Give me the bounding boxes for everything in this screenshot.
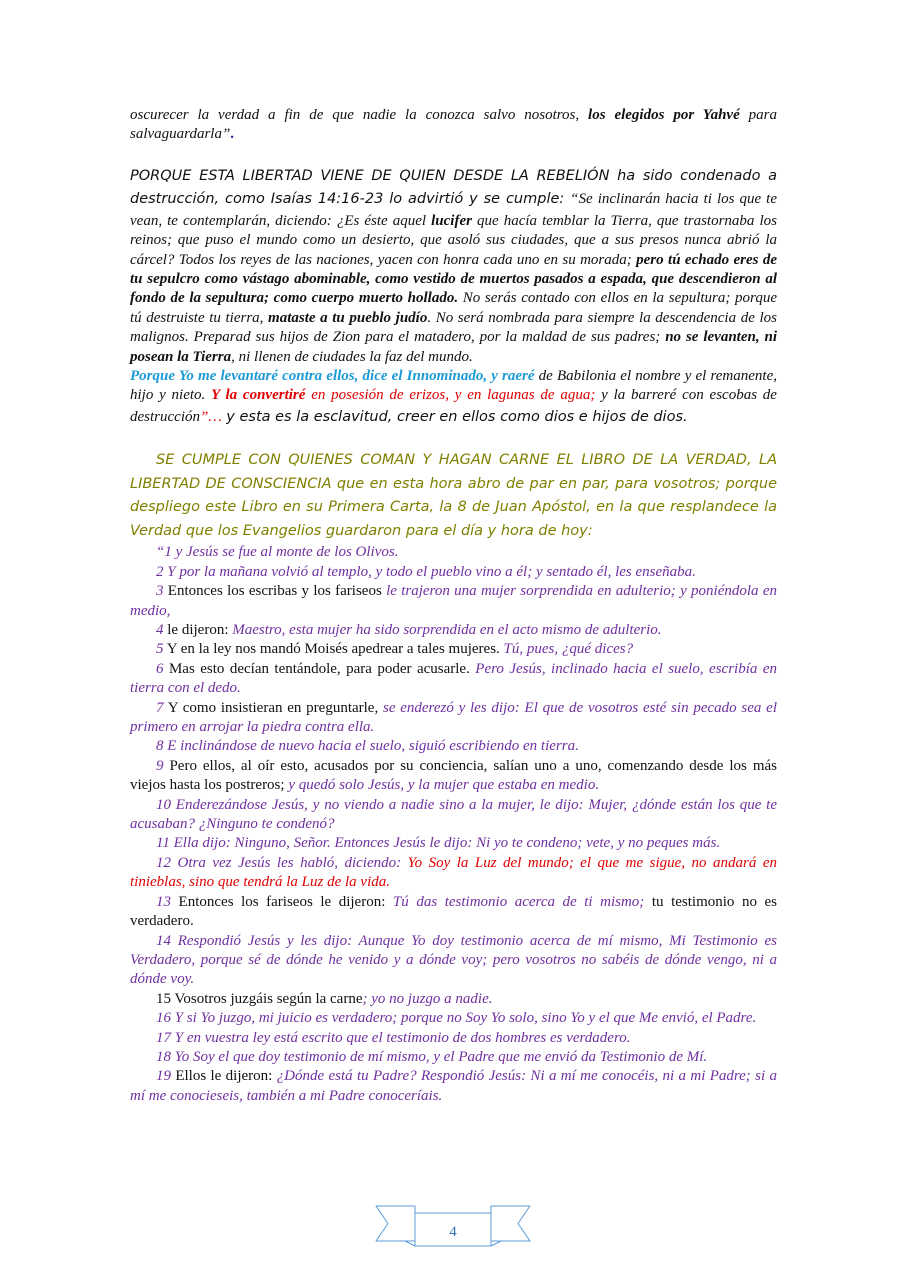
- verse-text-purple: ; yo no juzgo a nadie.: [362, 990, 493, 1007]
- verse-text-purple: se enderezó y les dijo: El que de vosotros esté sin pecado sea el primero en arrojar la piedra contra ella.: [130, 699, 778, 736]
- verse-text: 14 Respondió Jesús y les dijo: Aunque Yo doy testimonio acerca de mí mismo, Mi Testimonio es Verdadero, porque sé de dónde he venido y a dónde voy; pero vosotros no sabéis de dónde vengo, ni a dónde voy.: [130, 932, 777, 988]
- verse-text-purple: Tú das testimonio acerca de ti mismo;: [392, 893, 645, 910]
- sans-run: y esta es la esclavitud, creer en ellos como dios e hijos de dios.: [221, 408, 688, 425]
- verse-text: tu testimonio no es verdadero.: [130, 893, 778, 930]
- period-run: .: [230, 126, 235, 143]
- verse-text: “1 y Jesús se fue al monte de los Olivos.: [156, 544, 399, 561]
- verse-text: Y como insistieran en preguntarle,: [163, 699, 383, 716]
- verse-9: [130, 757, 777, 796]
- verse-text-purple: le trajeron una mujer sorprendida en adulterio; y poniéndola en medio,: [130, 583, 778, 619]
- verse-text: 8 E inclinándose de nuevo hacia el suelo, siguió escribiendo en tierra.: [156, 738, 579, 755]
- verse-15: [130, 990, 777, 1009]
- spacer: [130, 429, 777, 449]
- verse-number: 9: [156, 757, 164, 774]
- verse-text-purple: y quedó solo Jesús, y la mujer que estaba en medio.: [288, 777, 600, 794]
- verse-3: [130, 582, 777, 621]
- verse-19: [130, 1067, 777, 1106]
- verse-text-red: Yo Soy la Luz del mundo; el que me sigue, no andará en tinieblas, sino que tendrá la Luz de la vida.: [130, 854, 777, 891]
- quote-run: “Se inclinarán hacia ti los que te vean, te contemplarán, diciendo: ¿Es éste aquel: [130, 191, 777, 229]
- paragraph-elegidos: [130, 106, 777, 145]
- verse-1: [130, 543, 777, 562]
- verse-10: [130, 796, 777, 835]
- bold-run: lucifer: [431, 212, 472, 229]
- verse-12: [130, 854, 777, 893]
- verse-text: Entonces los escribas y los fariseos: [163, 583, 387, 600]
- bold-run: pero tú echado eres de tu sepulcro como vástago abominable, como vestido de muertos pasados a espada, que descendieron al fondo de la sepultura; como cuerpo muerto hollado.: [130, 251, 777, 307]
- sans-run: PORQUE ESTA LIBERTAD VIENE DE QUIEN DESDE LA REBELIÓN ha sido condenado a destrucción, como Isaías 14:16-23 lo advirtió y se cumple:: [130, 167, 777, 208]
- verse-text: Mas esto decían tentándole, para poder acusarle.: [163, 660, 476, 677]
- quote-run: No serás contado con ellos en la sepultura; porque tú destruiste tu tierra,: [130, 290, 777, 326]
- verse-text: Entonces los fariseos le dijeron:: [171, 893, 393, 910]
- verse-number: 4: [156, 622, 164, 638]
- verse-6: [130, 660, 777, 699]
- verse-text-purple: ¿Dónde está tu Padre? Respondió Jesús: Ni a mí me conocéis, ni a mi Padre; si a mí me conocieseis, también a mi Padre conoceríais.: [130, 1068, 777, 1104]
- verse-number: 6: [156, 660, 164, 677]
- verse-number: 19: [156, 1068, 171, 1085]
- bold-run: no se levanten, ni posean la Tierra: [130, 329, 777, 365]
- verse-text: 11 Ella dijo: Ninguno, Señor. Entonces Jesús le dijo: Ni yo te condeno; vete, y no peques más.: [156, 835, 721, 852]
- verse-text: le dijeron:: [163, 622, 233, 638]
- olive-run: SE CUMPLE CON QUIENES COMAN Y HAGAN CARNE EL LIBRO DE LA VERDAD, LA LIBERTAD DE CONSCIENCIA que en esta hora abro de par en par, para vosotros; porque despliego este Libro en su Primera Carta, la 8 de Juan Apóstol, en la que resplandece la Verdad que los Evangelios guardaron para el día y hora de hoy:: [130, 452, 777, 539]
- verse-11: [130, 834, 777, 853]
- paragraph-isaias: [130, 165, 777, 367]
- verse-2: [130, 563, 777, 582]
- red-run: ”…: [199, 408, 222, 425]
- quote-run: . No será nombrada para siempre la descendencia de los malignos. Preparad sus hijos de Zion para el matadero, por la maldad de sus padres;: [130, 309, 777, 346]
- verse-text-purple: Maestro, esta mujer ha sido sorprendida en el acto mismo de adulterio.: [232, 622, 662, 638]
- verse-text: 2 Y por la mañana volvió al templo, y todo el pueblo vino a él; y sentado él, les enseñaba.: [156, 563, 696, 580]
- verse-13: [130, 893, 777, 932]
- text-run: para salvaguardarla”: [130, 107, 777, 143]
- verse-number: 13: [156, 893, 171, 910]
- verse-number: 7: [156, 699, 164, 716]
- verse-text: 16 Y si Yo juzgo, mi juicio es verdadero; porque no Soy Yo solo, sino Yo y el que Me envió, el Padre.: [156, 1010, 757, 1027]
- red-bold-run: Y la convertiré: [211, 387, 306, 404]
- paragraph-babilonia: [130, 367, 777, 429]
- verse-number: 3: [156, 583, 164, 600]
- verse-text: 10 Enderezándose Jesús, y no viendo a nadie sino a la mujer, le dijo: Mujer, ¿dónde están los que te acusaban? ¿Ninguno te condenó?: [130, 796, 777, 833]
- quote-run: , ni llenen de ciudades la faz del mundo.: [231, 348, 473, 365]
- spacer: [130, 145, 777, 165]
- verse-17: [130, 1029, 777, 1048]
- verse-8: [130, 737, 777, 756]
- verse-text-purple: 12 Otra vez Jesús les habló, diciendo:: [156, 854, 408, 871]
- verse-number: 5: [156, 641, 164, 658]
- verse-text: 18 Yo Soy el que doy testimonio de mí mismo, y el Padre que me envió da Testimonio de Mí.: [156, 1048, 708, 1065]
- verse-text: 17 Y en vuestra ley está escrito que el testimonio de dos hombres es verdadero.: [156, 1029, 631, 1046]
- verse-7: [130, 699, 777, 738]
- document-page: [130, 106, 777, 1106]
- quote-run: que hacía temblar la Tierra, que trastornaba los reinos; que puso el mundo como un desierto, que asoló sus ciudades, que a sus presos nunca abrió la cárcel? Todos los reyes de las naciones, yacen con honra cada uno en su morada;: [130, 212, 777, 268]
- text-run: de Babilonia el nombre y el remanente, hijo y nieto.: [130, 368, 777, 404]
- verse-text: 15 Vosotros juzgáis según la carne: [156, 990, 363, 1007]
- verse-18: [130, 1048, 777, 1067]
- verse-4: [130, 621, 777, 640]
- verse-text: Ellos le dijeron:: [171, 1068, 277, 1085]
- ribbon-left-fold: [405, 1241, 415, 1246]
- verse-text-purple: Tú, pues, ¿qué dices?: [503, 641, 634, 658]
- paragraph-libro-verdad: [130, 449, 777, 543]
- bold-run: los elegidos por Yahvé: [588, 107, 740, 123]
- text-run: y la barreré con escobas de destrucción: [130, 387, 777, 425]
- cyan-run: Porque Yo me levantaré contra ellos, dice el Innominado, y raeré: [130, 368, 535, 385]
- verse-14: [130, 932, 777, 990]
- page-number: 4: [449, 1224, 457, 1240]
- verse-5: [130, 640, 777, 659]
- verse-text-purple: Pero Jesús, inclinado hacia el suelo, escribía en tierra con el dedo.: [130, 660, 777, 697]
- bold-run: mataste a tu pueblo judío: [268, 309, 428, 326]
- ribbon-right-fold: [491, 1241, 501, 1246]
- verse-text: Pero ellos, al oír esto, acusados por su conciencia, salían uno a uno, comenzando desde los más viejos hasta los postreros;: [130, 757, 777, 794]
- verse-16: [130, 1009, 777, 1028]
- verse-text: Y en la ley nos mandó Moisés apedrear a tales mujeres.: [163, 641, 504, 658]
- text-run: oscurecer la verdad a fin de que nadie la conozca salvo nosotros,: [130, 107, 589, 123]
- red-run: en posesión de erizos, y en lagunas de agua;: [305, 387, 596, 404]
